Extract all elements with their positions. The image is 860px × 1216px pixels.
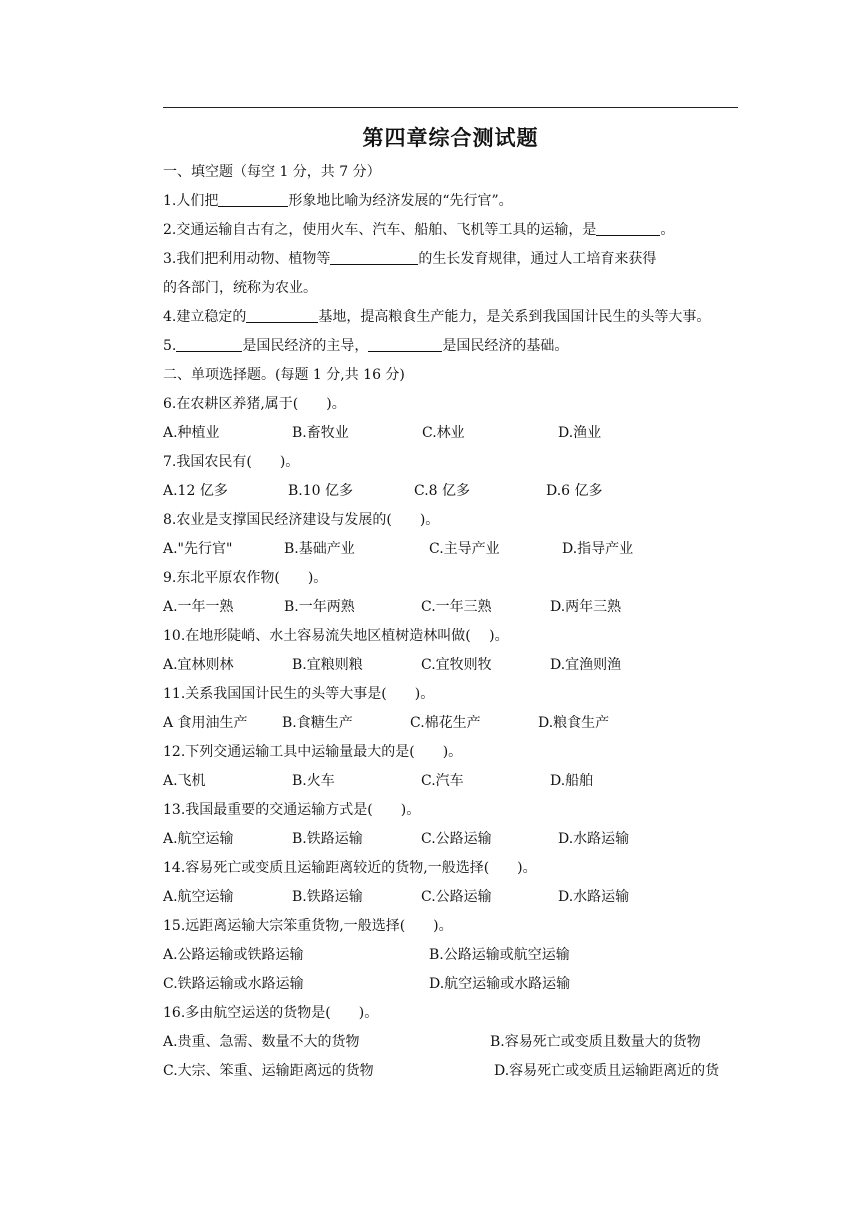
- option-d[interactable]: D.水路运输: [558, 889, 630, 905]
- option-a[interactable]: A."先行官": [163, 541, 233, 557]
- option-b[interactable]: B.一年两熟: [284, 599, 355, 615]
- question-text: 4.建立稳定的: [163, 309, 247, 325]
- option-b[interactable]: B.畜牧业: [292, 425, 349, 441]
- question-stem: 6.在农耕区养猪,属于( )。: [163, 396, 346, 412]
- answer-blank[interactable]: [176, 337, 242, 352]
- question-stem: 13.我国最重要的交通运输方式是( )。: [163, 802, 421, 818]
- question-2: [163, 219, 741, 239]
- question-text: 形象地比喻为经济发展的“先行官”。: [288, 193, 513, 209]
- question-stem: 15.远距离运输大宗笨重货物,一般选择( )。: [163, 918, 453, 934]
- option-d[interactable]: D.容易死亡或变质且运输距离近的货: [494, 1063, 720, 1079]
- option-a[interactable]: A.公路运输或铁路运输: [163, 947, 304, 963]
- option-c[interactable]: C.棉花生产: [410, 715, 481, 731]
- question-text: 是国民经济的基础。: [442, 338, 569, 354]
- answer-blank[interactable]: [330, 250, 418, 265]
- header-rule: [163, 107, 738, 108]
- question-stem: 9.东北平原农作物( )。: [163, 570, 328, 586]
- option-c[interactable]: C.公路运输: [421, 831, 492, 847]
- option-b[interactable]: B.10 亿多: [288, 483, 354, 499]
- option-d[interactable]: D.6 亿多: [546, 483, 603, 499]
- option-c[interactable]: C.林业: [422, 425, 465, 441]
- option-b[interactable]: B.食糖生产: [282, 715, 353, 731]
- option-c[interactable]: C.宜牧则牧: [421, 657, 492, 673]
- question-text: 是国民经济的主导，: [242, 338, 369, 354]
- option-a[interactable]: A.航空运输: [163, 831, 234, 847]
- option-a[interactable]: A.飞机: [163, 773, 206, 789]
- option-b[interactable]: B.基础产业: [284, 541, 355, 557]
- option-c[interactable]: C.铁路运输或水路运输: [163, 976, 304, 992]
- answer-blank[interactable]: [368, 337, 442, 352]
- option-d[interactable]: D.渔业: [558, 425, 602, 441]
- question-1: [163, 190, 741, 210]
- question-stem: 7.我国农民有( )。: [163, 454, 300, 470]
- option-c[interactable]: C.公路运输: [421, 889, 492, 905]
- option-a[interactable]: A.一年一熟: [163, 599, 234, 615]
- option-c[interactable]: C.8 亿多: [414, 483, 471, 499]
- question-stem: 10.在地形陡峭、水土容易流失地区植树造林叫做( )。: [163, 628, 509, 644]
- option-b[interactable]: B.容易死亡或变质且数量大的货物: [490, 1034, 701, 1050]
- option-d[interactable]: D.粮食生产: [538, 715, 610, 731]
- option-d[interactable]: D.宜渔则渔: [550, 657, 622, 673]
- option-b[interactable]: B.铁路运输: [292, 831, 363, 847]
- option-b[interactable]: B.铁路运输: [292, 889, 363, 905]
- question-text: 3.我们把利用动物、植物等: [163, 251, 331, 267]
- question-3-continued: 的各部门，统称为农业。: [163, 280, 317, 296]
- option-a[interactable]: A.航空运输: [163, 889, 234, 905]
- section-heading-fill-in: 一、填空题（每空 1 分，共 7 分）: [163, 164, 381, 180]
- option-a[interactable]: A 食用油生产: [163, 715, 248, 731]
- option-b[interactable]: B.宜粮则粮: [292, 657, 363, 673]
- page-title: 第四章综合测试题: [362, 125, 539, 150]
- question-text: 2.交通运输自古有之，使用火车、汽车、船舶、飞机等工具的运输，是: [163, 222, 597, 238]
- question-stem: 14.容易死亡或变质且运输距离较近的货物,一般选择( )。: [163, 860, 537, 876]
- section-heading-choice: 二、单项选择题。(每题 1 分,共 16 分): [163, 367, 405, 383]
- question-text: 5.: [163, 338, 177, 354]
- option-d[interactable]: D.两年三熟: [550, 599, 622, 615]
- option-d[interactable]: D.船舶: [550, 773, 594, 789]
- question-text: 的生长发育规律，通过人工培育来获得: [418, 251, 657, 267]
- question-stem: 12.下列交通运输工具中运输量最大的是( )。: [163, 744, 463, 760]
- question-4: [163, 306, 741, 326]
- question-text: 1.人们把: [163, 193, 219, 209]
- option-b[interactable]: B.火车: [292, 773, 335, 789]
- option-b[interactable]: B.公路运输或航空运输: [429, 947, 570, 963]
- option-d[interactable]: D.航空运输或水路运输: [429, 976, 571, 992]
- question-5: [163, 335, 741, 355]
- option-c[interactable]: C.汽车: [421, 773, 464, 789]
- option-d[interactable]: D.水路运输: [558, 831, 630, 847]
- question-text: 。: [660, 222, 675, 238]
- question-stem: 11.关系我国国计民生的头等大事是( )。: [163, 686, 435, 702]
- option-a[interactable]: A.种植业: [163, 425, 220, 441]
- answer-blank[interactable]: [246, 308, 318, 323]
- answer-blank[interactable]: [218, 192, 288, 207]
- option-a[interactable]: A.12 亿多: [163, 483, 228, 499]
- option-d[interactable]: D.指导产业: [562, 541, 634, 557]
- answer-blank[interactable]: [596, 221, 660, 236]
- question-3: [163, 248, 741, 268]
- question-stem: 8.农业是支撑国民经济建设与发展的( )。: [163, 512, 440, 528]
- option-a[interactable]: A.贵重、急需、数量不大的货物: [163, 1034, 360, 1050]
- question-stem: 16.多由航空运送的货物是( )。: [163, 1005, 379, 1021]
- option-c[interactable]: C.大宗、笨重、运输距离远的货物: [163, 1063, 374, 1079]
- option-c[interactable]: C.一年三熟: [421, 599, 492, 615]
- question-text: 基地，提高粮食生产能力，是关系到我国国计民生的头等大事。: [318, 309, 711, 325]
- option-a[interactable]: A.宜林则林: [163, 657, 234, 673]
- option-c[interactable]: C.主导产业: [429, 541, 500, 557]
